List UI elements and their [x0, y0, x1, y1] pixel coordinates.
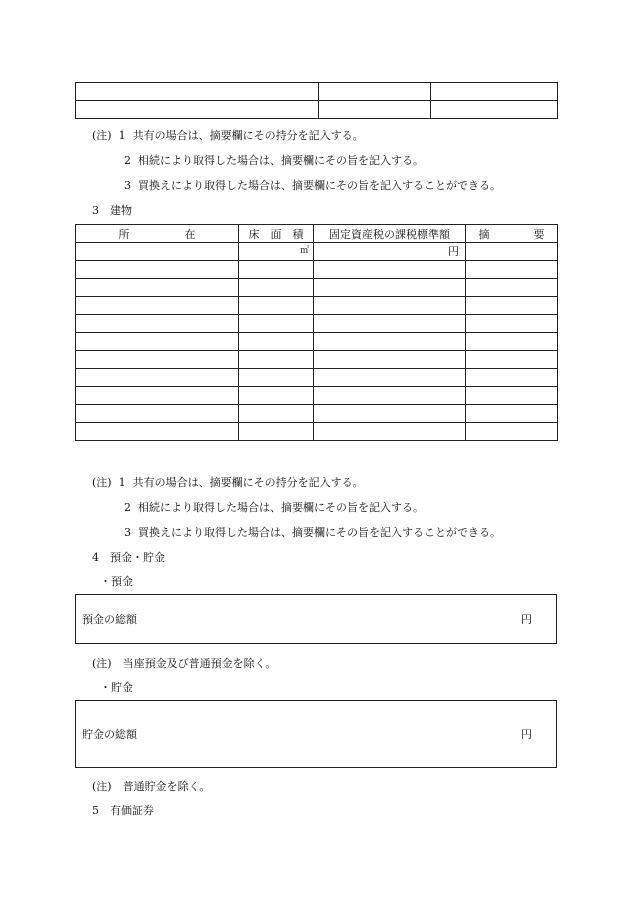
building-note-1: (注) 1 共有の場合は、摘要欄にその持分を記入する。: [92, 476, 364, 489]
table-row: [76, 405, 558, 423]
unit-yen: 円: [314, 243, 466, 261]
land-note-1: (注) 1 共有の場合は、摘要欄にその持分を記入する。: [92, 129, 364, 142]
note-prefix: (注): [92, 476, 112, 489]
col-tax-base: 固定資産税の課税標準額: [314, 225, 466, 243]
chokin-total-label: 貯金の総額: [82, 728, 137, 741]
yokin-note: (注) 当座預金及び普通預金を除く。: [92, 657, 277, 670]
table-row: [76, 351, 558, 369]
securities-heading: 5 有価証券: [92, 804, 154, 817]
table-row: [76, 243, 558, 261]
yokin-subheading: ・預金: [100, 575, 133, 588]
table-row: [76, 369, 558, 387]
note-prefix: (注): [92, 129, 112, 142]
deposits-heading: 4 預金・貯金: [92, 551, 165, 564]
buildings-heading: 3 建物: [92, 204, 132, 217]
table-row: [76, 297, 558, 315]
col-floor-area: 床 面 積: [239, 225, 314, 243]
table-row: [76, 333, 558, 351]
table-row: [76, 423, 558, 441]
land-table-tail: [75, 82, 558, 119]
table-row: [76, 315, 558, 333]
chokin-subheading: ・貯金: [100, 681, 133, 694]
table-row: [76, 261, 558, 279]
land-note-2: 2 相続により取得した場合は、摘要欄にその旨を記入する。: [124, 154, 424, 167]
buildings-table: [75, 224, 558, 441]
yokin-total-label: 預金の総額: [82, 613, 137, 626]
yokin-unit: 円: [521, 613, 532, 626]
chokin-unit: 円: [521, 728, 532, 741]
col-remarks: 摘 要: [466, 225, 558, 243]
unit-sqm: ㎡: [239, 243, 314, 261]
building-note-3: 3 買換えにより取得した場合は、摘要欄にその旨を記入することができる。: [124, 526, 501, 539]
yokin-total-box: [75, 594, 557, 644]
building-note-2: 2 相続により取得した場合は、摘要欄にその旨を記入する。: [124, 501, 424, 514]
table-row: [76, 387, 558, 405]
land-note-3: 3 買換えにより取得した場合は、摘要欄にその旨を記入することができる。: [124, 179, 501, 192]
col-location: 所 在: [76, 225, 239, 243]
table-row: [76, 279, 558, 297]
chokin-total-box: [75, 700, 557, 768]
chokin-note: (注) 普通貯金を除く。: [92, 780, 211, 793]
